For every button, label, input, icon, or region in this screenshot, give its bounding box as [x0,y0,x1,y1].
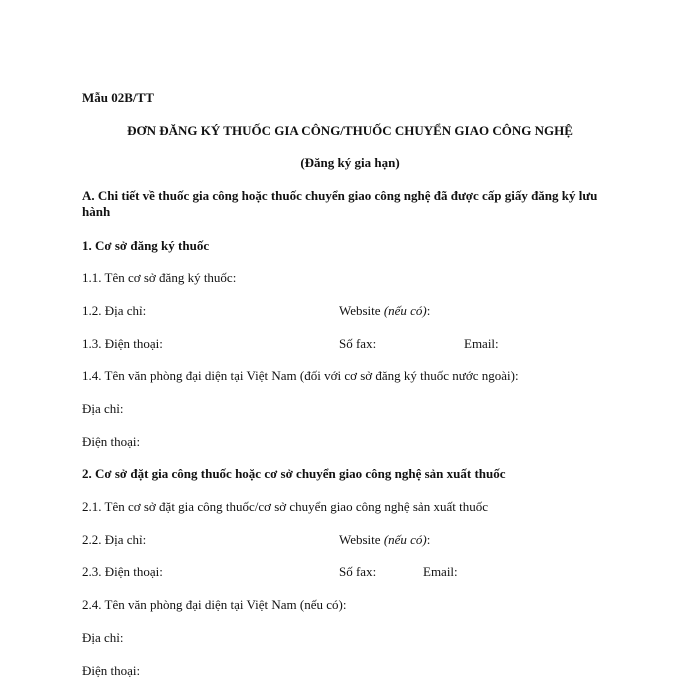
section-1-office-address-label: Địa chỉ: [82,401,124,416]
section-1-heading: 1. Cơ sở đăng ký thuốc [82,238,210,253]
section-1-name-label: 1.1. Tên cơ sở đăng ký thuốc: [82,270,237,285]
section-2-name-label: 2.1. Tên cơ sở đặt gia công thuốc/cơ sở chuyển giao công nghệ sản xuất thuốc [82,499,488,514]
section-1-email-label: Email: [464,336,499,351]
section-1-phone-label: 1.3. Điện thoại: [82,336,163,351]
section-a-heading: A. Chi tiết về thuốc gia công hoặc thuốc chuyển giao công nghệ đã được cấp giấy đăng ký lưu hành [82,188,598,219]
section-1-website-if-any: (nếu có) [383,303,427,318]
section-2-office-address-label: Địa chỉ: [82,630,124,645]
section-2-website-label: Website [339,532,381,547]
section-2-website-colon: : [426,532,431,547]
section-2-heading: 2. Cơ sở đặt gia công thuốc hoặc cơ sở chuyển giao công nghệ sản xuất thuốc [82,466,506,481]
section-1-website-label: Website [339,303,381,318]
section-1-address-label: 1.2. Địa chỉ: [82,303,147,318]
section-1-website-field [339,303,430,319]
section-1-website-colon: : [426,303,431,318]
form-title: ĐƠN ĐĂNG KÝ THUỐC GIA CÔNG/THUỐC CHUYỂN GIAO CÔNG NGHỆ [127,123,573,138]
form-code: Mẫu 02B/TT [82,90,154,105]
section-2-website-if-any: (nếu có) [383,532,427,547]
section-1-office-phone-label: Điện thoại: [82,434,141,449]
section-2-fax-label: Số fax: [339,564,377,579]
form-subtitle: (Đăng ký gia hạn) [300,155,400,170]
section-2-office-phone-label: Điện thoại: [82,663,141,678]
section-2-address-label: 2.2. Địa chỉ: [82,532,147,547]
section-2-website-field [339,532,430,548]
section-1-fax-label: Số fax: [339,336,377,351]
section-2-office-label: 2.4. Tên văn phòng đại diện tại Việt Nam (nếu có): [82,597,347,612]
section-2-email-label: Email: [423,564,458,579]
section-1-office-label: 1.4. Tên văn phòng đại diện tại Việt Nam (đối với cơ sở đăng ký thuốc nước ngoài): [82,368,519,383]
section-2-phone-label: 2.3. Điện thoại: [82,564,163,579]
